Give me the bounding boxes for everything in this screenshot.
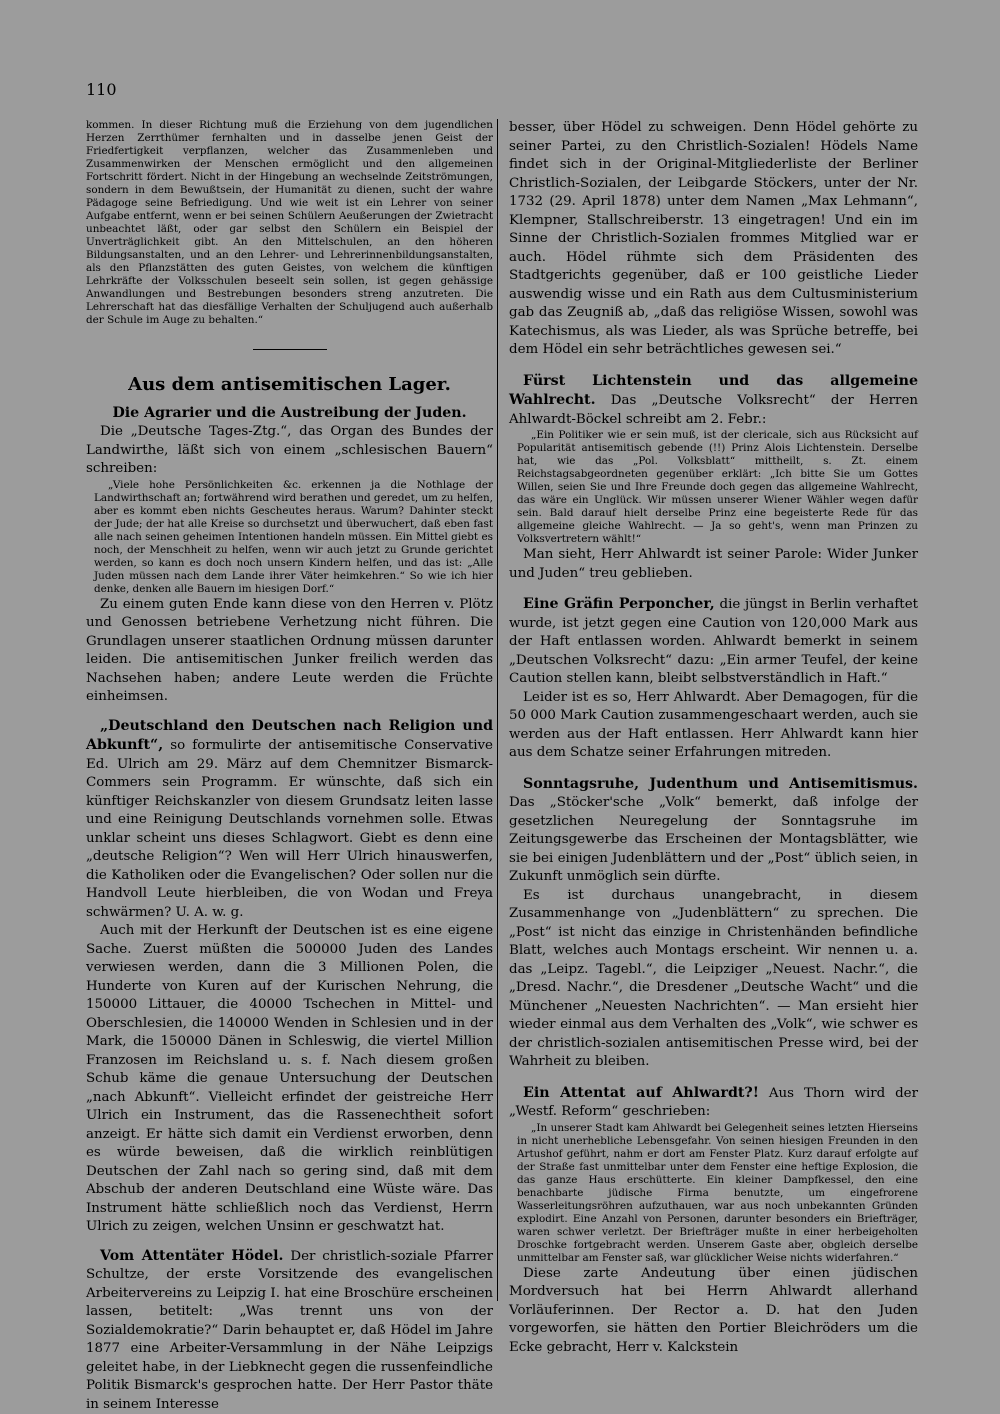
spacer (509, 763, 918, 775)
heading-attentat: Ein Attentat auf Ahlwardt?! (523, 1085, 759, 1101)
heading-agrarier: Die Agrarier und die Austreibung der Juden. (86, 404, 493, 423)
paragraph-attentat (509, 1084, 918, 1122)
column-divider (497, 119, 498, 1301)
paragraph-hoedel-cont: besser, über Hödel zu schweigen. Denn Hödel gehörte zu seiner Partei, zu den Christlich-Sozialen! Hödels Name findet sich in der Original-Mitgliederliste der Berliner Christlich-Sozialen, der Leibgarde Stöckers, unter der Nr. 1732 (29. April 1878) unter dem Namen „Max Lehmann“, Klempner, Stallschreiberstr. 13 eingetragen! Und ein im Sinne der Christlich-Sozialen frommes Mitglied war er auch. Hödel rühmte sich dem Präsidenten des Stadtgerichts gegenüber, daß er 100 geistliche Lieder auswendig wisse und ein Rath aus dem Cultusministerium gab das Zeugniß ab, „daß das religiöse Wissen, sowohl was Katechismus, als was Lieder, als was Sprüche betreffe, bei dem Hödel ein sehr beträchtliches gewesen sei.“ (509, 119, 918, 360)
heading-hoedel: Vom Attentäter Hödel. (100, 1248, 283, 1264)
heading-deutschland: „Deutschland den Deutschen nach Religion und Abkunft“, (86, 718, 493, 754)
paragraph-deutschland (86, 717, 493, 923)
paragraph-graefin (509, 595, 918, 689)
heading-fuerst: Fürst Lichtenstein und das allgemeine Wahlrecht. (509, 373, 918, 409)
page-number: 110 (86, 80, 117, 99)
paragraph-parole: Man sieht, Herr Ahlwardt ist seiner Parole: Wider Junker und Juden“ treu geblieben. (509, 546, 918, 583)
spacer (509, 360, 918, 372)
paragraph-intro: kommen. In dieser Richtung muß die Erziehung von dem jugendlichen Herzen Zerrthümer fernhalten und in dasselbe jenen Geist der Friedfertigkeit verpflanzen, welcher das Zusammenleben und Zusammenwirken der Menschen ermöglicht und den allgemeinen Fortschritt fördert. Nicht in der Hingebung an wechselnde Zeitströmungen, sondern in dem Bewußtsein, der Humanität zu dienen, sucht der wahre Pädagoge seine Befriedigung. Und wie weit ist ein Lehrer von seiner Aufgabe entfernt, wenn er bei seinen Schülern Aeußerungen der Zwietracht unbeachtet läßt, oder gar selbst den Schülern ein Beispiel der Unverträglichkeit gibt. An den Mittelschulen, an den höheren Bildungsanstalten, und an den Lehrer- und Lehrerinnenbildungsanstalten, als den Pflanzstätten des guten Geistes, von welchem die künftigen Lehrkräfte der Volksschulen beseelt sein sollen, ist gegen gehässige Anwandlungen und Bestrebungen besonders streng anzutreten. Die Lehrerschaft hat das diesfällige Verhalten der Schuljugend auch außerhalb der Schule im Auge zu behalten.“ (86, 119, 493, 327)
paragraph-ende: Zu einem guten Ende kann diese von den Herren v. Plötz und Genossen betriebene Verhetzung nicht führen. Die Grundlagen unserer staatlichen Ordnung müssen darunter leiden. Die antisemitischen Junker freilich werden das Nachsehen haben; andere Leute werden die Früchte einheimsen. (86, 596, 493, 707)
quote-bauern: „Viele hohe Persönlichkeiten &c. erkennen ja die Nothlage der Landwirthschaft an; fortwährend wird berathen und geredet, um zu helfen, aber es kommt eben nichts Gescheutes heraus. Warum? Dahinter steckt der Jude; der hat alle Kreise so durchsetzt und überwuchert, daß eben fast alle nach seinen geheimen Intentionen handeln müssen. Ein Mittel giebt es noch, der Menschheit zu helfen, wenn wir auch jetzt zu Grunde gerichtet werden, so kann es doch noch unsern Kindern helfen, und das ist: „Alle Juden müssen nach dem Lande ihrer Väter heimkehren.“ So wie ich hier denke, denken alle Bauern im hiesigen Dorf.“ (86, 479, 493, 596)
separator-rule (253, 349, 327, 350)
paragraph-herkunft: Auch mit der Herkunft der Deutschen ist es eine eigene Sache. Zuerst müßten die 500000 Juden des Landes verwiesen werden, dann die 3 Millionen Polen, die Hunderte von Kuren auf der Kurischen Nehrung, die 150000 Littauer, die 40000 Tschechen in Mittel- und Oberschlesien, die 140000 Wenden in Schlesien und in der Mark, die 150000 Dänen in Schleswig, die viertel Million Franzosen im Reichsland u. s. f. Nach diesem großen Schub käme die genaue Untersuchung der Deutschen „nach Abkunft“. Vielleicht erfindet der geistreiche Herr Ulrich ein Instrument, das die Rassenechtheit sofort anzeigt. Er hätte sich damit ein Verdienst erworben, denn es würde beweisen, daß die wirklich reinblütigen Deutschen der Zahl nach so gering sind, daß mit dem Abschub der anderen Deutschland eine Wüste wäre. Das Instrument hätte schließlich noch das Verdienst, Herrn Ulrich zu zeigen, welchen Unsinn er geschwatzt hat. (86, 922, 493, 1237)
text-deutschland: so formulirte der antisemitische Conservative Ed. Ulrich am 29. März auf dem Chemnitzer Bismarck-Commers sein Programm. Er wünschte, daß sich ein künftiger Reichskanzler von diesem Grundsatz leiten lasse und eine Reinigung Deutschlands vornehmen solle. Etwas unklar scheint uns dieses Schlagwort. Giebt es denn eine „deutsche Religion“? Wen will Herr Ulrich hinauswerfen, die Katholiken oder die Evangelischen? Oder sollen nur die Handvoll Leute hierbleiben, die von Wodan und Freya schwärmen? U. A. w. g. (86, 738, 493, 920)
left-column (86, 119, 493, 1414)
paragraph-mord: Diese zarte Andeutung über einen jüdischen Mordversuch hat bei Herrn Ahlwardt allerhand Vorläuferinnen. Der Rector a. D. hat den Juden vorgeworfen, sie hätten den Portier Bleichröders um die Ecke gebracht, Herr v. Kalckstein (509, 1265, 918, 1358)
heading-graefin: Eine Gräfin Perponcher, (523, 596, 715, 612)
quote-fuerst: „Ein Politiker wie er sein muß, ist der clericale, sich aus Rücksicht auf Popularität antisemitisch gebende (!!) Prinz Alois Lichtenstein. Derselbe hat, wie das „Pol. Volksblatt“ mittheilt, s. Zt. einem Reichstagsabgeordneten gegenüber erklärt: „Ich bitte Sie um Gottes Willen, seien Sie und Ihre Freunde doch gegen das allgemeine Wahlrecht, das wäre ein Unglück. Wir müssen unserer Wiener Wähler wegen dafür sein. Bald darauf hielt derselbe Prinz eine begeisterte Rede für das allgemeine gleiche Wahlrecht. — Ja so geht's, wenn man Prinzen zu Volksvertretern wählt!“ (509, 429, 918, 546)
paragraph-angebracht: Es ist durchaus unangebracht, in diesem Zusammenhange von „Judenblättern“ zu sprechen. Die „Post“ ist nicht das einzige in Christenhänden befindliche Blatt, welches auch Montags erscheint. Wir nennen u. a. das „Leipz. Tagebl.“, die Leipziger „Neuest. Nachr.“, die „Dresd. Nachr.“, die Dresdener „Deutsche Wacht“ und die Münchener „Neuesten Nachrichten“. — Man ersieht hier wieder einmal aus dem Verhalten des „Volk“, wie schwer es der christlich-sozialen antisemitischen Presse wird, bei der Wahrheit zu bleiben. (509, 887, 918, 1072)
text-attentat: Aus Thorn wird der „Westf. Reform“ geschrieben: (509, 1086, 918, 1120)
spacer (509, 1072, 918, 1084)
paragraph-leider: Leider ist es so, Herr Ahlwardt. Aber Demagogen, für die 50 000 Mark Caution zusammengeschaart werden, auch sie werden aus der Haft entlassen. Herr Ahlwardt kann hier aus dem Schatze seiner Erfahrungen mitreden. (509, 689, 918, 763)
text-hoedel: Der christlich-soziale Pfarrer Schultze, der erste Vorsitzende des evangelischen Arbeitervereins zu Leipzig I. hat eine Broschüre erscheinen lassen, betitelt: „Was trennt uns von der Sozialdemokratie?“ Darin behauptet er, daß Hödel im Jahre 1877 eine Arbeiter-Versammlung in der Nähe Leipzigs geleitet habe, in der Liebknecht gegen die russenfeindliche Politik Bismarck's gesprochen hatte. Der Herr Pastor thäte in seinem Interesse (86, 1249, 493, 1412)
paragraph-sonntag (509, 775, 918, 887)
paragraph-hoedel (86, 1247, 493, 1414)
spacer (86, 707, 493, 717)
paragraph-fuerst (509, 372, 918, 430)
spacer (509, 583, 918, 595)
section-title: Aus dem antisemitischen Lager. (86, 374, 493, 395)
heading-sonntag: Sonntagsruhe, Judenthum und Antisemitismus. (523, 776, 918, 792)
quote-attentat: „In unserer Stadt kam Ahlwardt bei Gelegenheit seines letzten Hierseins in nicht unerhebliche Lebensgefahr. Von seinen hiesigen Freunden in den Artushof geführt, nahm er dort am Fenster Platz. Kurz darauf erfolgte auf der Straße fast unmittelbar unter dem Fenster eine heftige Explosion, die das ganze Haus erschütterte. Ein kleiner Dampfkessel, den eine benachbarte jüdische Firma benutzte, um eingefrorene Wasserleitungsröhren aufzuthauen, war aus noch unbekannten Gründen explodirt. Eine Anzahl von Personen, darunter besonders ein Briefträger, waren schwer verletzt. Der Briefträger mußte in einer herbeigeholten Droschke fortgebracht werden. Unserem Gaste aber, obgleich derselbe unmittelbar am Fenster saß, war glücklicher Weise nichts widerfahren.“ (509, 1122, 918, 1265)
text-graefin: die jüngst in Berlin verhaftet wurde, ist jetzt gegen eine Caution von 120,000 Mark aus der Haft entlassen worden. Ahlwardt bemerkt in seinem „Deutschen Volksrecht“ dazu: „Ein armer Teufel, der keine Caution stellen kann, bleibt selbstverständlich in Haft.“ (509, 597, 918, 686)
text-fuerst: Das „Deutsche Volksrecht“ der Herren Ahlwardt-Böckel schreibt am 2. Febr.: (509, 393, 918, 427)
text-sonntag: Das „Stöcker'sche „Volk“ bemerkt, daß infolge der gesetzlichen Neuregelung der Sonntagsruhe im Zeitungsgewerbe das Erscheinen der Montagsblätter, wie sie bei einigen Judenblättern und der „Post“ üblich seien, in Zukunft unmöglich sein dürfte. (509, 795, 918, 884)
paragraph-tages: Die „Deutsche Tages-Ztg.“, das Organ des Bundes der Landwirthe, läßt sich von einem „schlesischen Bauern“ schreiben: (86, 423, 493, 479)
spacer (86, 1237, 493, 1247)
right-column (509, 119, 918, 1357)
